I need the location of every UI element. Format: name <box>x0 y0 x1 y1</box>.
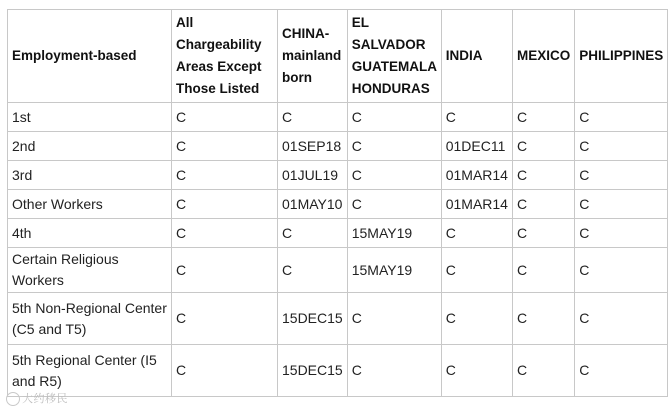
table-cell: C <box>278 219 348 248</box>
table-cell: C <box>441 103 512 132</box>
table-cell: C <box>172 161 278 190</box>
table-row <box>8 132 668 161</box>
table-row <box>8 293 668 345</box>
table-cell: C <box>441 293 512 345</box>
table-cell: C <box>278 103 348 132</box>
table-cell: C <box>172 248 278 293</box>
table-cell: C <box>278 248 348 293</box>
table-cell: C <box>512 293 574 345</box>
table-cell: 15DEC15 <box>278 293 348 345</box>
header-employment-based: Employment-based <box>8 10 172 103</box>
table-cell: 01MAY10 <box>278 190 348 219</box>
table-row <box>8 161 668 190</box>
row-label: Certain Religious Workers <box>8 248 172 293</box>
table-cell: C <box>347 161 441 190</box>
table-cell: C <box>347 132 441 161</box>
table-cell: C <box>172 293 278 345</box>
header-mexico: MEXICO <box>512 10 574 103</box>
table-cell: C <box>575 248 668 293</box>
table-cell: C <box>512 219 574 248</box>
visa-bulletin-table <box>7 9 668 397</box>
watermark-icon <box>6 392 20 406</box>
table-cell: C <box>347 190 441 219</box>
table-cell: C <box>172 345 278 397</box>
table-cell: 01MAR14 <box>441 190 512 219</box>
table-cell: C <box>172 103 278 132</box>
table-cell: C <box>512 248 574 293</box>
table-cell: C <box>575 345 668 397</box>
row-label: 4th <box>8 219 172 248</box>
table-cell: 15DEC15 <box>278 345 348 397</box>
table-cell: C <box>575 132 668 161</box>
table-cell: 15MAY19 <box>347 248 441 293</box>
header-china: CHINA-mainland born <box>278 10 348 103</box>
table-cell: C <box>512 161 574 190</box>
row-label: 1st <box>8 103 172 132</box>
table-cell: C <box>575 103 668 132</box>
table-row <box>8 103 668 132</box>
table-cell: 01JUL19 <box>278 161 348 190</box>
watermark <box>6 390 68 406</box>
table-cell: C <box>441 219 512 248</box>
table-cell: C <box>575 190 668 219</box>
table-cell: C <box>172 190 278 219</box>
table-cell: 15MAY19 <box>347 219 441 248</box>
row-label: Other Workers <box>8 190 172 219</box>
row-label: 2nd <box>8 132 172 161</box>
table-cell: 01SEP18 <box>278 132 348 161</box>
row-label: 3rd <box>8 161 172 190</box>
table-cell: C <box>512 103 574 132</box>
table-cell: C <box>575 293 668 345</box>
table-header-row <box>8 10 668 103</box>
watermark-text: 大约移民 <box>22 393 68 405</box>
table-cell: C <box>575 219 668 248</box>
table-cell: C <box>441 345 512 397</box>
table-cell: 01MAR14 <box>441 161 512 190</box>
table-cell: C <box>512 345 574 397</box>
table-row <box>8 248 668 293</box>
table-row <box>8 190 668 219</box>
table-row <box>8 345 668 397</box>
table-cell: C <box>347 103 441 132</box>
table-cell: C <box>347 345 441 397</box>
header-el-salvador: EL SALVADOR GUATEMALA HONDURAS <box>347 10 441 103</box>
table-cell: C <box>441 248 512 293</box>
row-label: 5th Regional Center (I5 and R5) <box>8 345 172 397</box>
table-row <box>8 219 668 248</box>
header-all-chargeability: All Chargeability Areas Except Those Listed <box>172 10 278 103</box>
row-label: 5th Non-Regional Center (C5 and T5) <box>8 293 172 345</box>
header-philippines: PHILIPPINES <box>575 10 668 103</box>
table-cell: C <box>512 190 574 219</box>
table-cell: C <box>575 161 668 190</box>
table-cell: C <box>347 293 441 345</box>
table-cell: C <box>172 132 278 161</box>
table-cell: 01DEC11 <box>441 132 512 161</box>
table-cell: C <box>512 132 574 161</box>
header-india: INDIA <box>441 10 512 103</box>
table-cell: C <box>172 219 278 248</box>
